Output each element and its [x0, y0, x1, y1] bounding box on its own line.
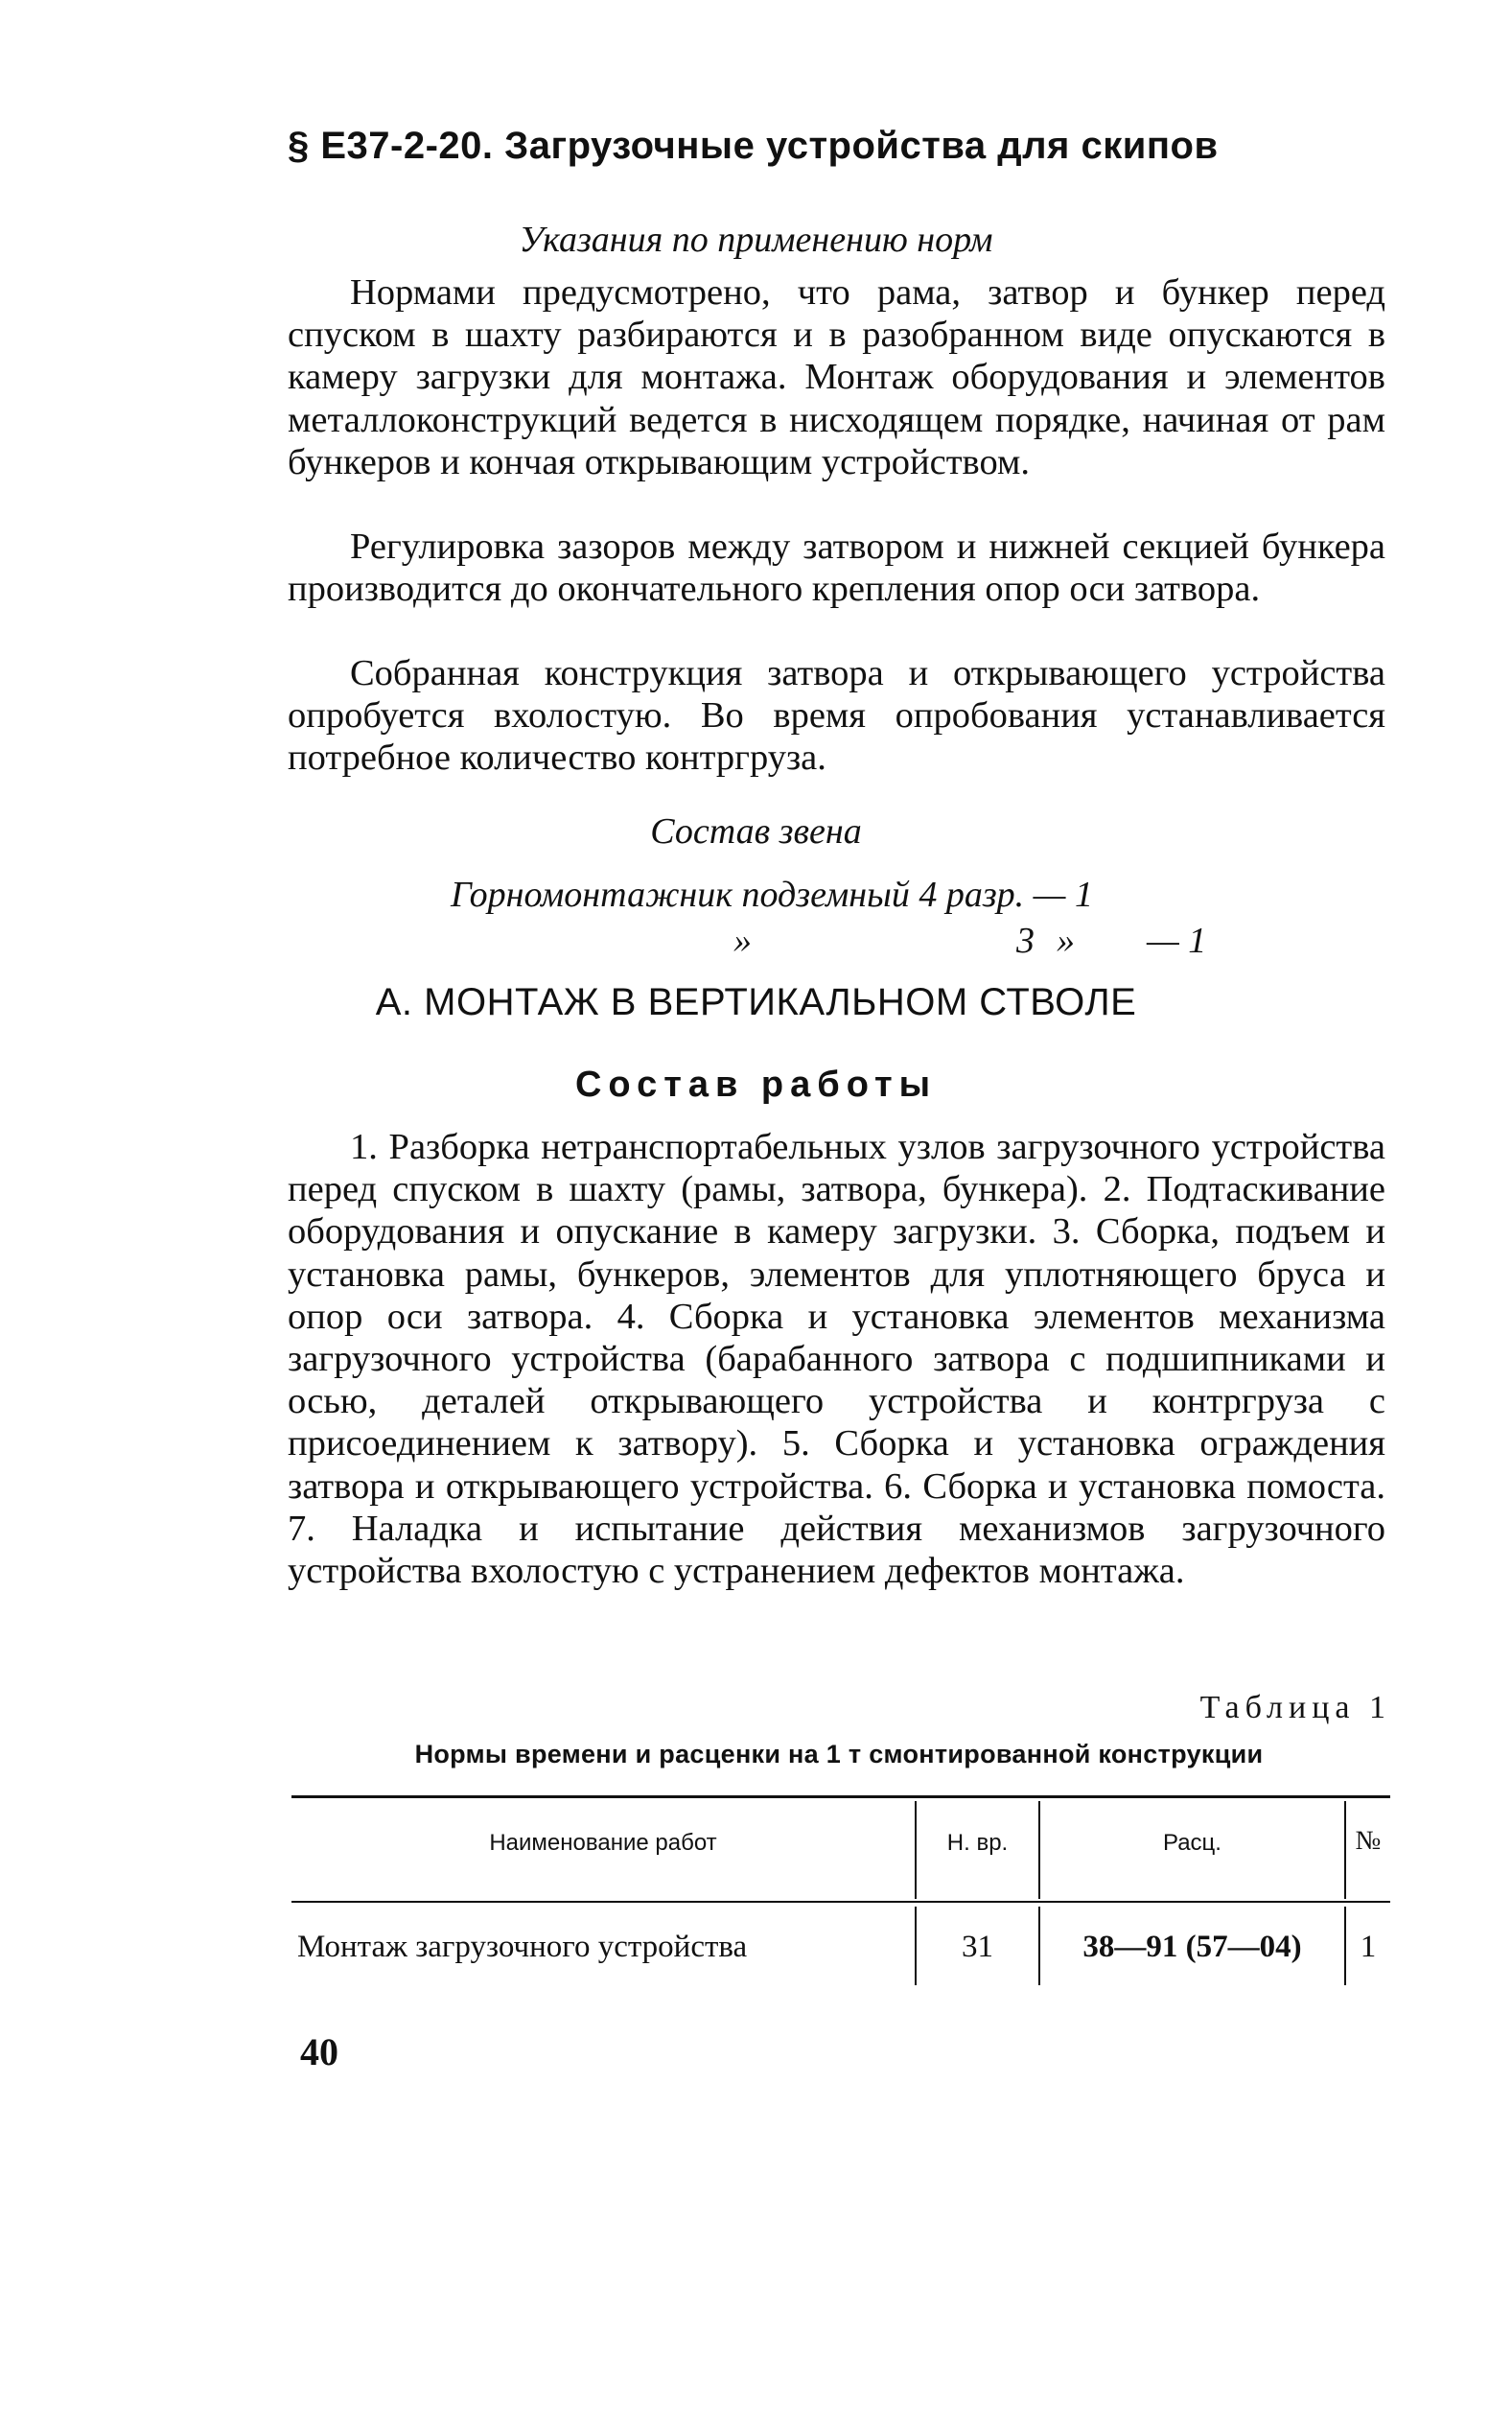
row-rate: 38—91 (57—04) — [1082, 1930, 1302, 1964]
work-composition-text: 1. Разборка нетранспортабельных узлов загрузочного устройства перед спуском в шахту (рамы, затвора, бункера). 2. Подтаскивание оборудования и опускание в камеру загрузки. 3. Сборка, подъем и установка рамы, бункеров, элементов для уплотняющего бруса и опор оси затвора. 4. Сборка и установка элементов механизма загрузочного устройства (барабанного затвора с подшипниками и осью, деталей открывающего устройства и контргруза с присоединением к затвору). 5. Сборка и установка ограждения затвора и открывающего устройства. 6. Сборка и установка помоста. 7. Наладка и испытание действия механизмов загрузочного устройства вхолостую с устранением дефектов монтажа. — [288, 1127, 1385, 1592]
section-title: А. МОНТАЖ В ВЕРТИКАЛЬНОМ СТВОЛЕ — [375, 981, 1137, 1023]
crew-line-2-count: — 1 — [1147, 921, 1207, 961]
crew-line-2-ditto-2: » — [1057, 921, 1075, 961]
page-number: 40 — [300, 2030, 338, 2073]
table-label: Таблица 1 — [1199, 1690, 1391, 1725]
table-caption: Нормы времени и расценки на 1 т смонтированной конструкции — [414, 1740, 1264, 1768]
crew-title: Состав звена — [650, 811, 862, 852]
table-header-rule — [291, 1901, 1390, 1903]
header-work-name: Наименование работ — [489, 1830, 717, 1856]
paragraph-2: Регулировка зазоров между затвором и нижней секцией бункера производится до окончательного крепления опор оси затвора. — [288, 527, 1385, 610]
header-number: № — [1355, 1826, 1382, 1856]
table-top-rule — [291, 1795, 1390, 1798]
header-rate: Расц. — [1163, 1830, 1221, 1856]
paragraph-1: Нормами предусмотрено, что рама, затвор и бункер перед спуском в шахту разбираются и в разобранном виде опускаются в камеру загрузки для монтажа. Монтаж оборудования и элементов металлоконструкций ведется в нисходящем порядке, начиная от рам бункеров и кончая открывающим устройством. — [288, 272, 1385, 482]
header-norm: Н. вр. — [946, 1830, 1009, 1856]
crew-line-1: Горномонтажник подземный 4 разр. — 1 — [451, 875, 1093, 915]
row-number: 1 — [1360, 1930, 1377, 1964]
instructions-title: Указания по применению норм — [519, 220, 993, 260]
crew-line-2-grade: 3 — [1016, 921, 1035, 961]
row-norm: 31 — [962, 1930, 993, 1964]
work-composition-title: Состав работы — [574, 1065, 938, 1105]
row-work-name: Монтаж загрузочного устройства — [297, 1930, 748, 1964]
paragraph-3: Собранная конструкция затвора и открывающего устройства опробуется вхолостую. Во время опробования устанавливается потребное количество контргруза. — [288, 653, 1385, 779]
section-heading: § Е37-2-20. Загрузочные устройства для скипов — [288, 125, 1219, 167]
crew-line-2-ditto: » — [733, 921, 752, 961]
